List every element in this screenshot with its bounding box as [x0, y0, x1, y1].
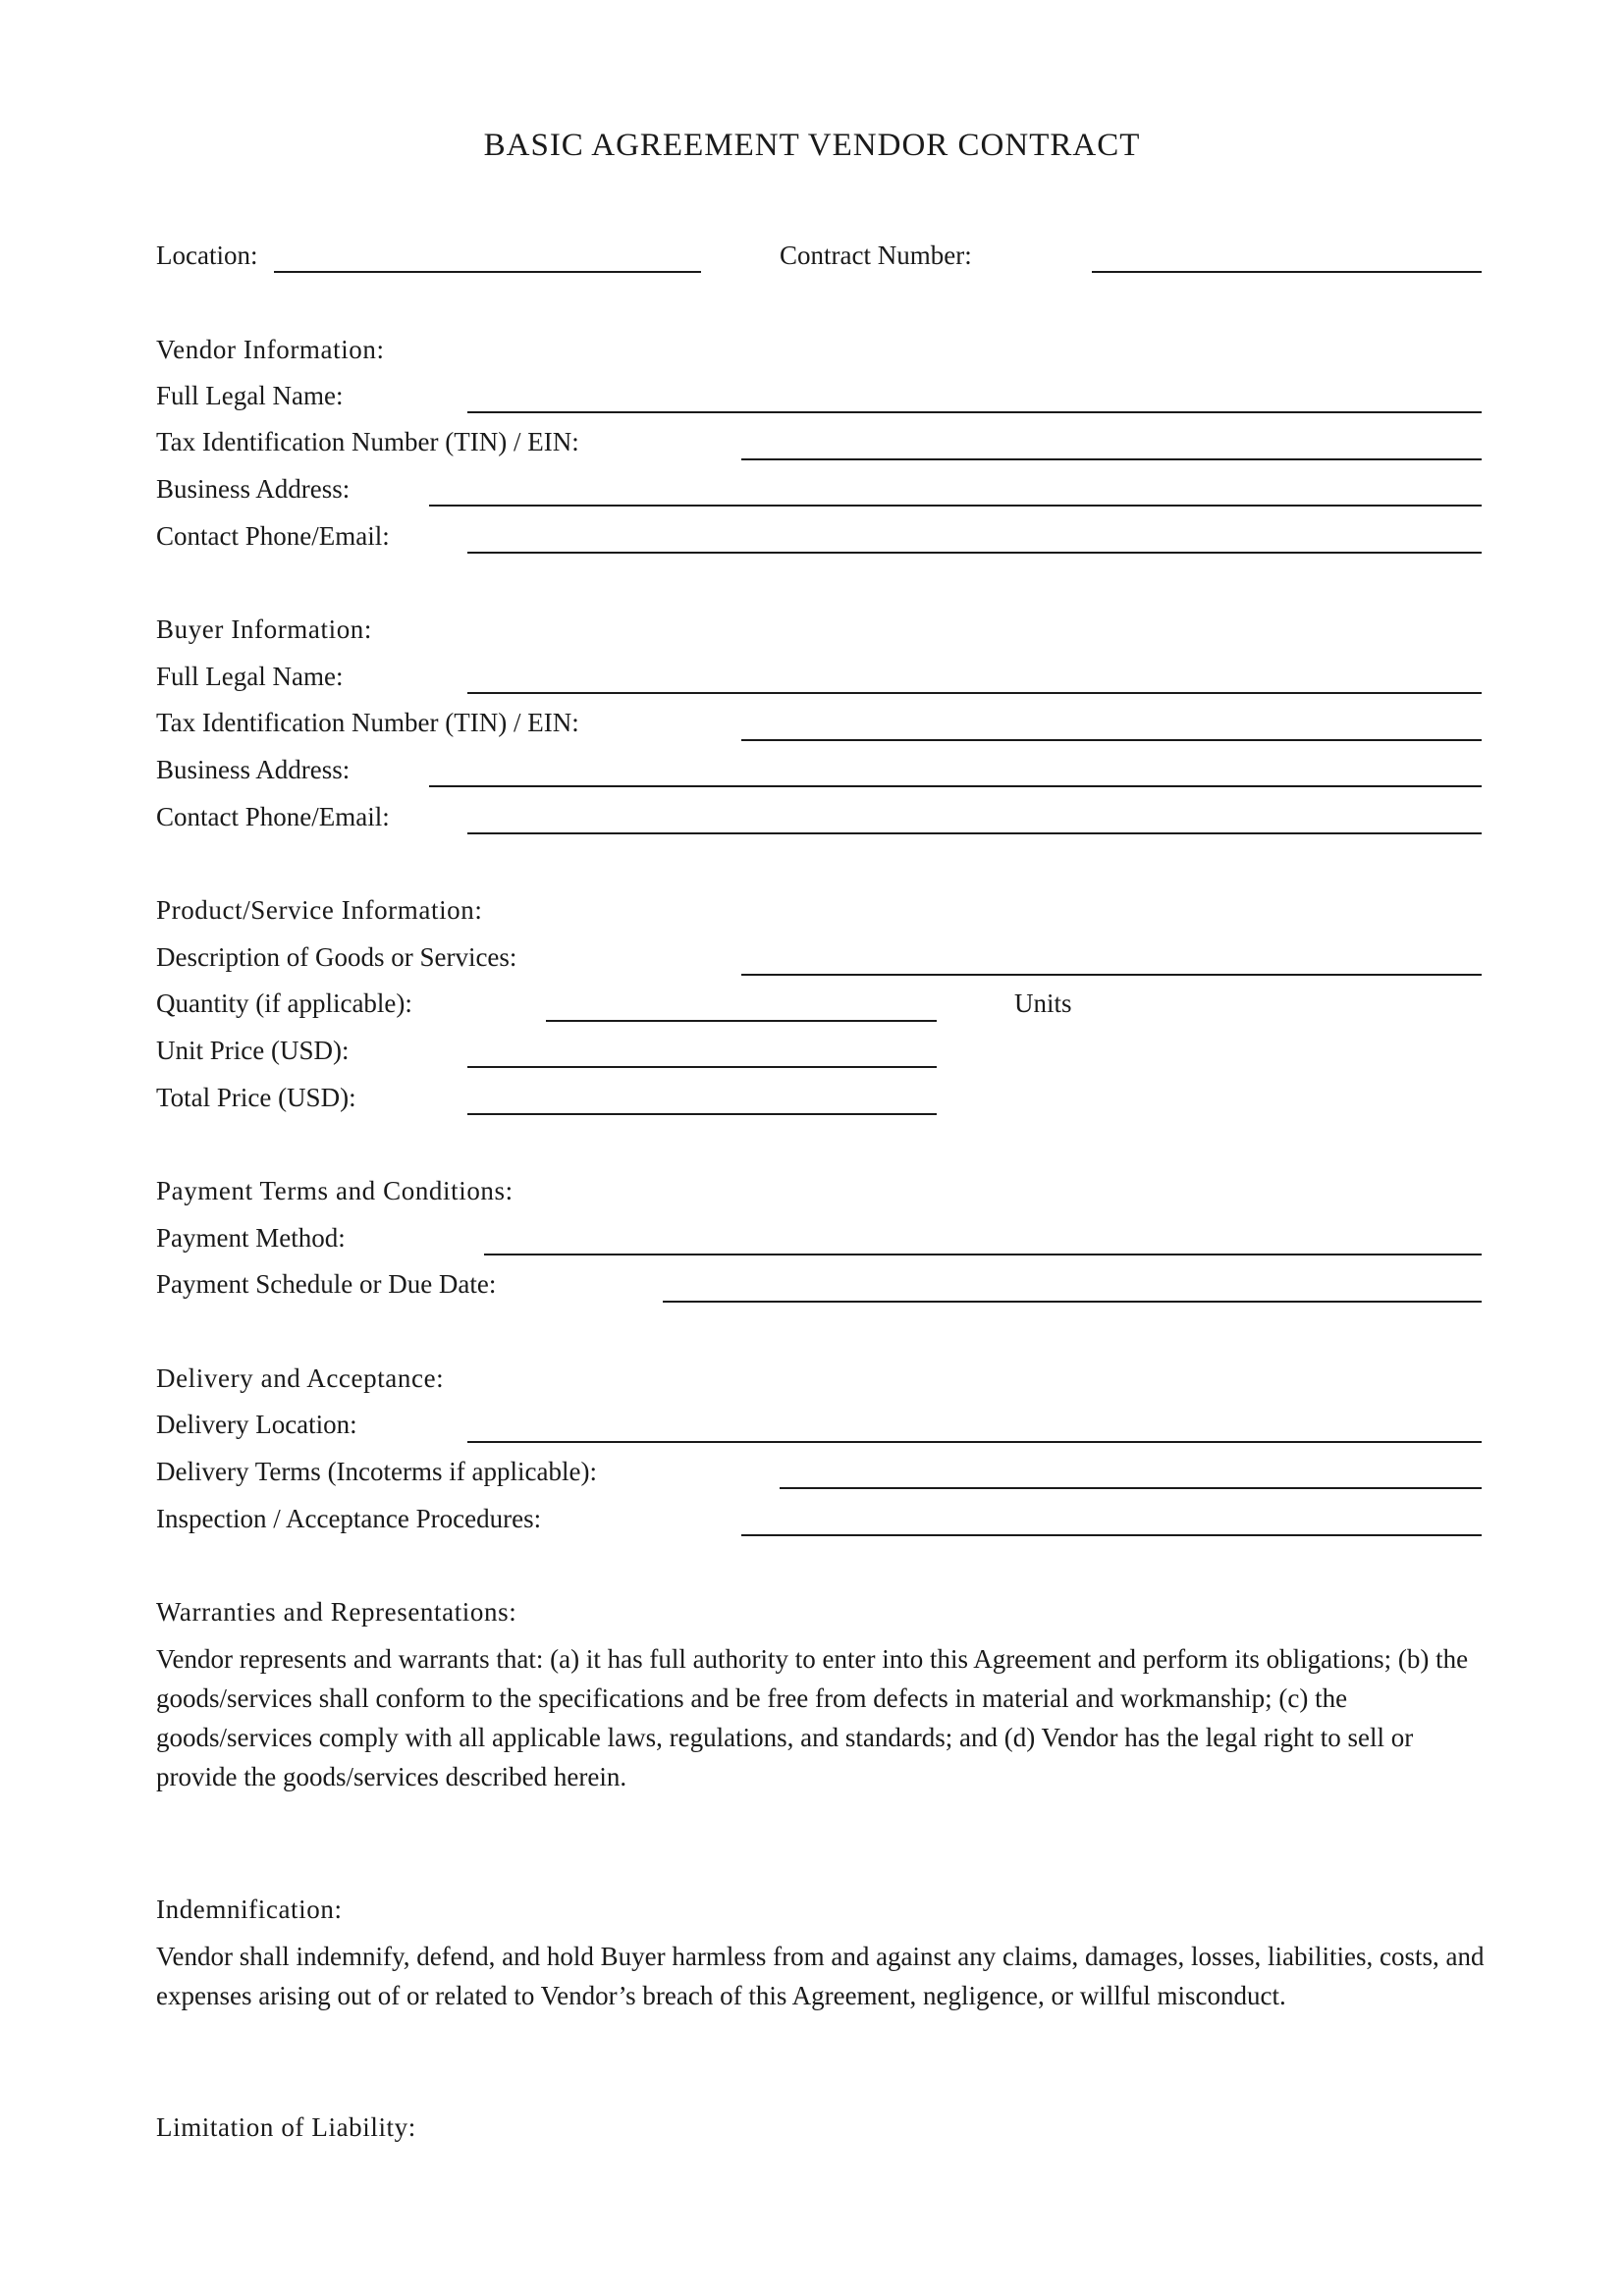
contract-number-field[interactable] — [1092, 271, 1482, 273]
vendor-contact-label: Contact Phone/Email: — [156, 521, 390, 551]
payment-schedule-field[interactable] — [663, 1301, 1482, 1303]
vendor-tin-field[interactable] — [741, 458, 1482, 460]
buyer-business-address-label: Business Address: — [156, 755, 351, 784]
vendor-contact-field[interactable] — [467, 552, 1482, 554]
vendor-full-legal-name-label: Full Legal Name: — [156, 381, 344, 410]
product-unit-price-label: Unit Price (USD): — [156, 1036, 350, 1065]
location-field[interactable] — [274, 271, 701, 273]
product-quantity-label: Quantity (if applicable): — [156, 988, 412, 1018]
product-units-label: Units — [1014, 988, 1072, 1018]
vendor-tin-label: Tax Identification Number (TIN) / EIN: — [156, 427, 579, 456]
product-description-label: Description of Goods or Services: — [156, 942, 517, 972]
indemnification-section-heading: Indemnification: — [156, 1895, 343, 1924]
vendor-business-address-field[interactable] — [429, 505, 1482, 507]
delivery-location-label: Delivery Location: — [156, 1410, 357, 1439]
product-total-price-field[interactable] — [467, 1113, 937, 1115]
contract-number-label: Contract Number: — [780, 240, 972, 270]
product-unit-price-field[interactable] — [467, 1066, 937, 1068]
limitation-section-heading: Limitation of Liability: — [156, 2112, 416, 2142]
location-label: Location: — [156, 240, 258, 270]
product-quantity-field[interactable] — [546, 1020, 937, 1022]
buyer-section-heading: Buyer Information: — [156, 614, 372, 644]
buyer-contact-label: Contact Phone/Email: — [156, 802, 390, 831]
delivery-terms-field[interactable] — [780, 1487, 1482, 1489]
payment-section-heading: Payment Terms and Conditions: — [156, 1176, 514, 1205]
buyer-tin-label: Tax Identification Number (TIN) / EIN: — [156, 708, 579, 737]
buyer-tin-field[interactable] — [741, 739, 1482, 741]
payment-schedule-label: Payment Schedule or Due Date: — [156, 1269, 497, 1299]
document-title: BASIC AGREEMENT VENDOR CONTRACT — [483, 128, 1141, 163]
vendor-full-legal-name-field[interactable] — [467, 411, 1482, 413]
indemnification-paragraph: Vendor shall indemnify, defend, and hold Buyer harmless from and against any claims, damages, losses, liabilities, costs, and expenses arising out of or related to Vendor’s breach of this Agreement, negligence, or willful misconduct. — [156, 1942, 1485, 2010]
vendor-section-heading: Vendor Information: — [156, 335, 385, 364]
warranties-section-heading: Warranties and Representations: — [156, 1597, 517, 1627]
inspection-procedures-label: Inspection / Acceptance Procedures: — [156, 1504, 542, 1533]
product-section-heading: Product/Service Information: — [156, 895, 483, 925]
product-total-price-label: Total Price (USD): — [156, 1083, 356, 1112]
buyer-full-legal-name-field[interactable] — [467, 692, 1482, 694]
vendor-business-address-label: Business Address: — [156, 474, 351, 504]
warranties-paragraph: Vendor represents and warrants that: (a) it has full authority to enter into this Agreement and perform its obligations; (b) the goods/services shall conform to the specifications and be free from defects in material and workmanship; (c) the goods/services comply with all applicable laws, regulations, and standards; and (d) Vendor has the legal right to sell or provide the goods/services described herein. — [156, 1644, 1469, 1791]
buyer-business-address-field[interactable] — [429, 785, 1482, 787]
delivery-location-field[interactable] — [467, 1441, 1482, 1443]
product-description-field[interactable] — [741, 974, 1482, 976]
delivery-section-heading: Delivery and Acceptance: — [156, 1363, 445, 1393]
delivery-terms-label: Delivery Terms (Incoterms if applicable): — [156, 1457, 597, 1486]
payment-method-label: Payment Method: — [156, 1223, 346, 1253]
buyer-full-legal-name-label: Full Legal Name: — [156, 662, 344, 691]
inspection-procedures-field[interactable] — [741, 1534, 1482, 1536]
buyer-contact-field[interactable] — [467, 832, 1482, 834]
payment-method-field[interactable] — [484, 1254, 1482, 1255]
